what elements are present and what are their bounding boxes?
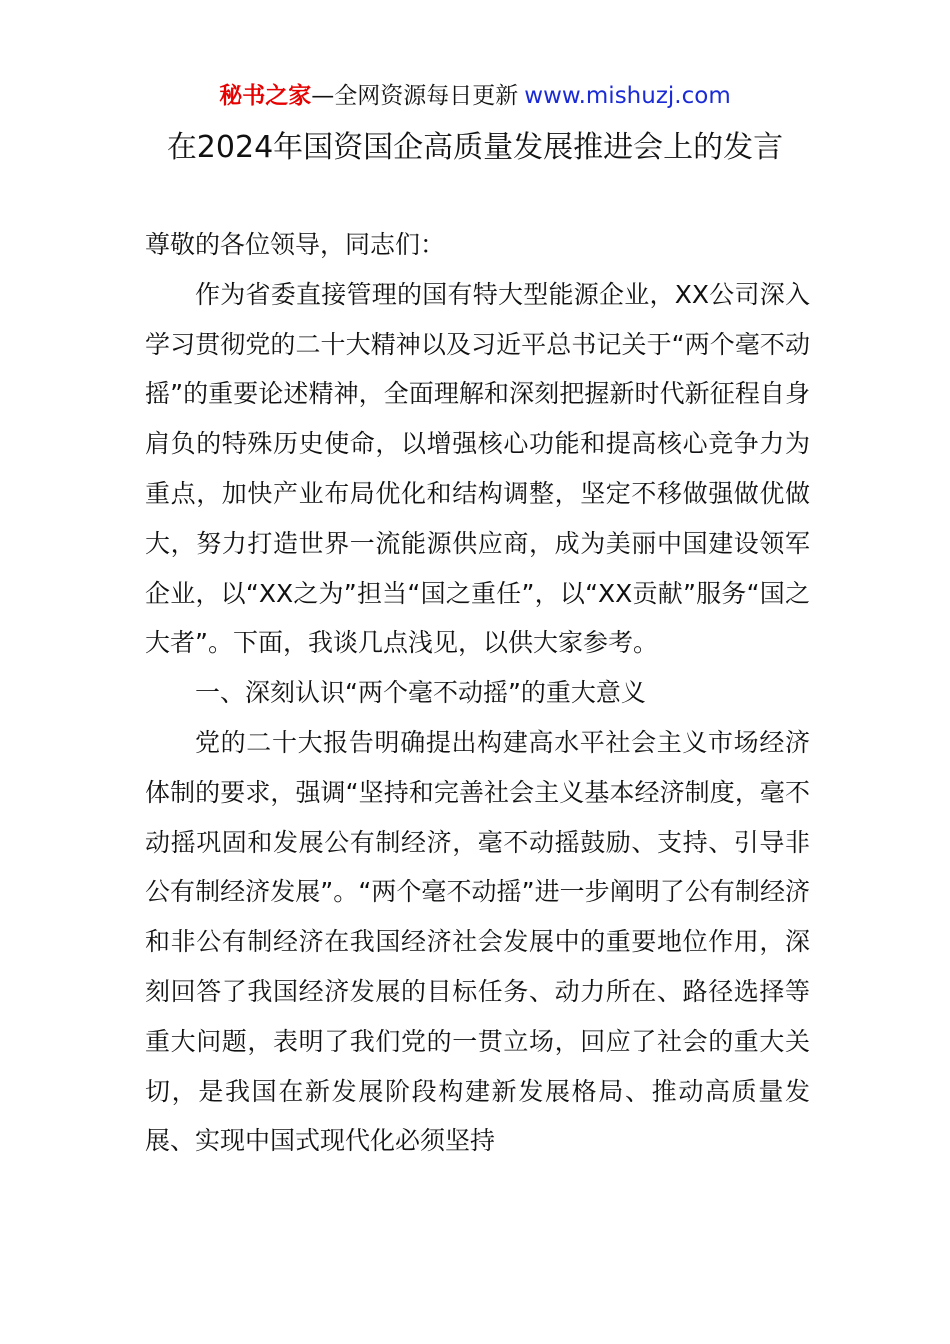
paragraph-section-1: 党的二十大报告明确提出构建高水平社会主义市场经济体制的要求，强调“坚持和完善社会主义基本经济制度，毫不动摇巩固和发展公有制经济，毫不动摇鼓励、支持、引导非公有制经济发展”。“两个毫不动摇”进一步阐明了公有制经济和非公有制经济在我国经济社会发展中的重要地位作用，深刻回答了我国经济发展的目标任务、动力所在、路径选择等重大问题，表明了我们党的一贯立场，回应了社会的重大关切，是我国在新发展阶段构建新发展格局、推动高质量发展、实现中国式现代化必须坚持 — [145, 727, 810, 1156]
site-url-link[interactable]: www.mishuzj.com — [524, 83, 731, 109]
site-tagline: —全网资源每日更新 — [311, 83, 519, 109]
paragraph-intro: 作为省委直接管理的国有特大型能源企业，XX公司深入学习贯彻党的二十大精神以及习近平总书记关于“两个毫不动摇”的重要论述精神，全面理解和深刻把握新时代新征程自身肩负的特殊历史使命，以增强核心功能和提高核心竞争力为重点，加快产业布局优化和结构调整，坚定不移做强做优做大，努力打造世界一流能源供应商，成为美丽中国建设领军企业，以“XX之为”担当“国之重任”，以“XX贡献”服务“国之大者”。下面，我谈几点浅见，以供大家参考。 — [145, 279, 810, 658]
section-heading-1: 一、深刻认识“两个毫不动摇”的重大意义 — [195, 678, 646, 708]
document-body — [145, 220, 810, 1166]
site-name: 秘书之家 — [219, 83, 312, 109]
salutation: 尊敬的各位领导，同志们： — [145, 230, 446, 259]
site-header — [0, 80, 950, 112]
document-title: 在2024年国资国企高质量发展推进会上的发言 — [166, 130, 784, 165]
